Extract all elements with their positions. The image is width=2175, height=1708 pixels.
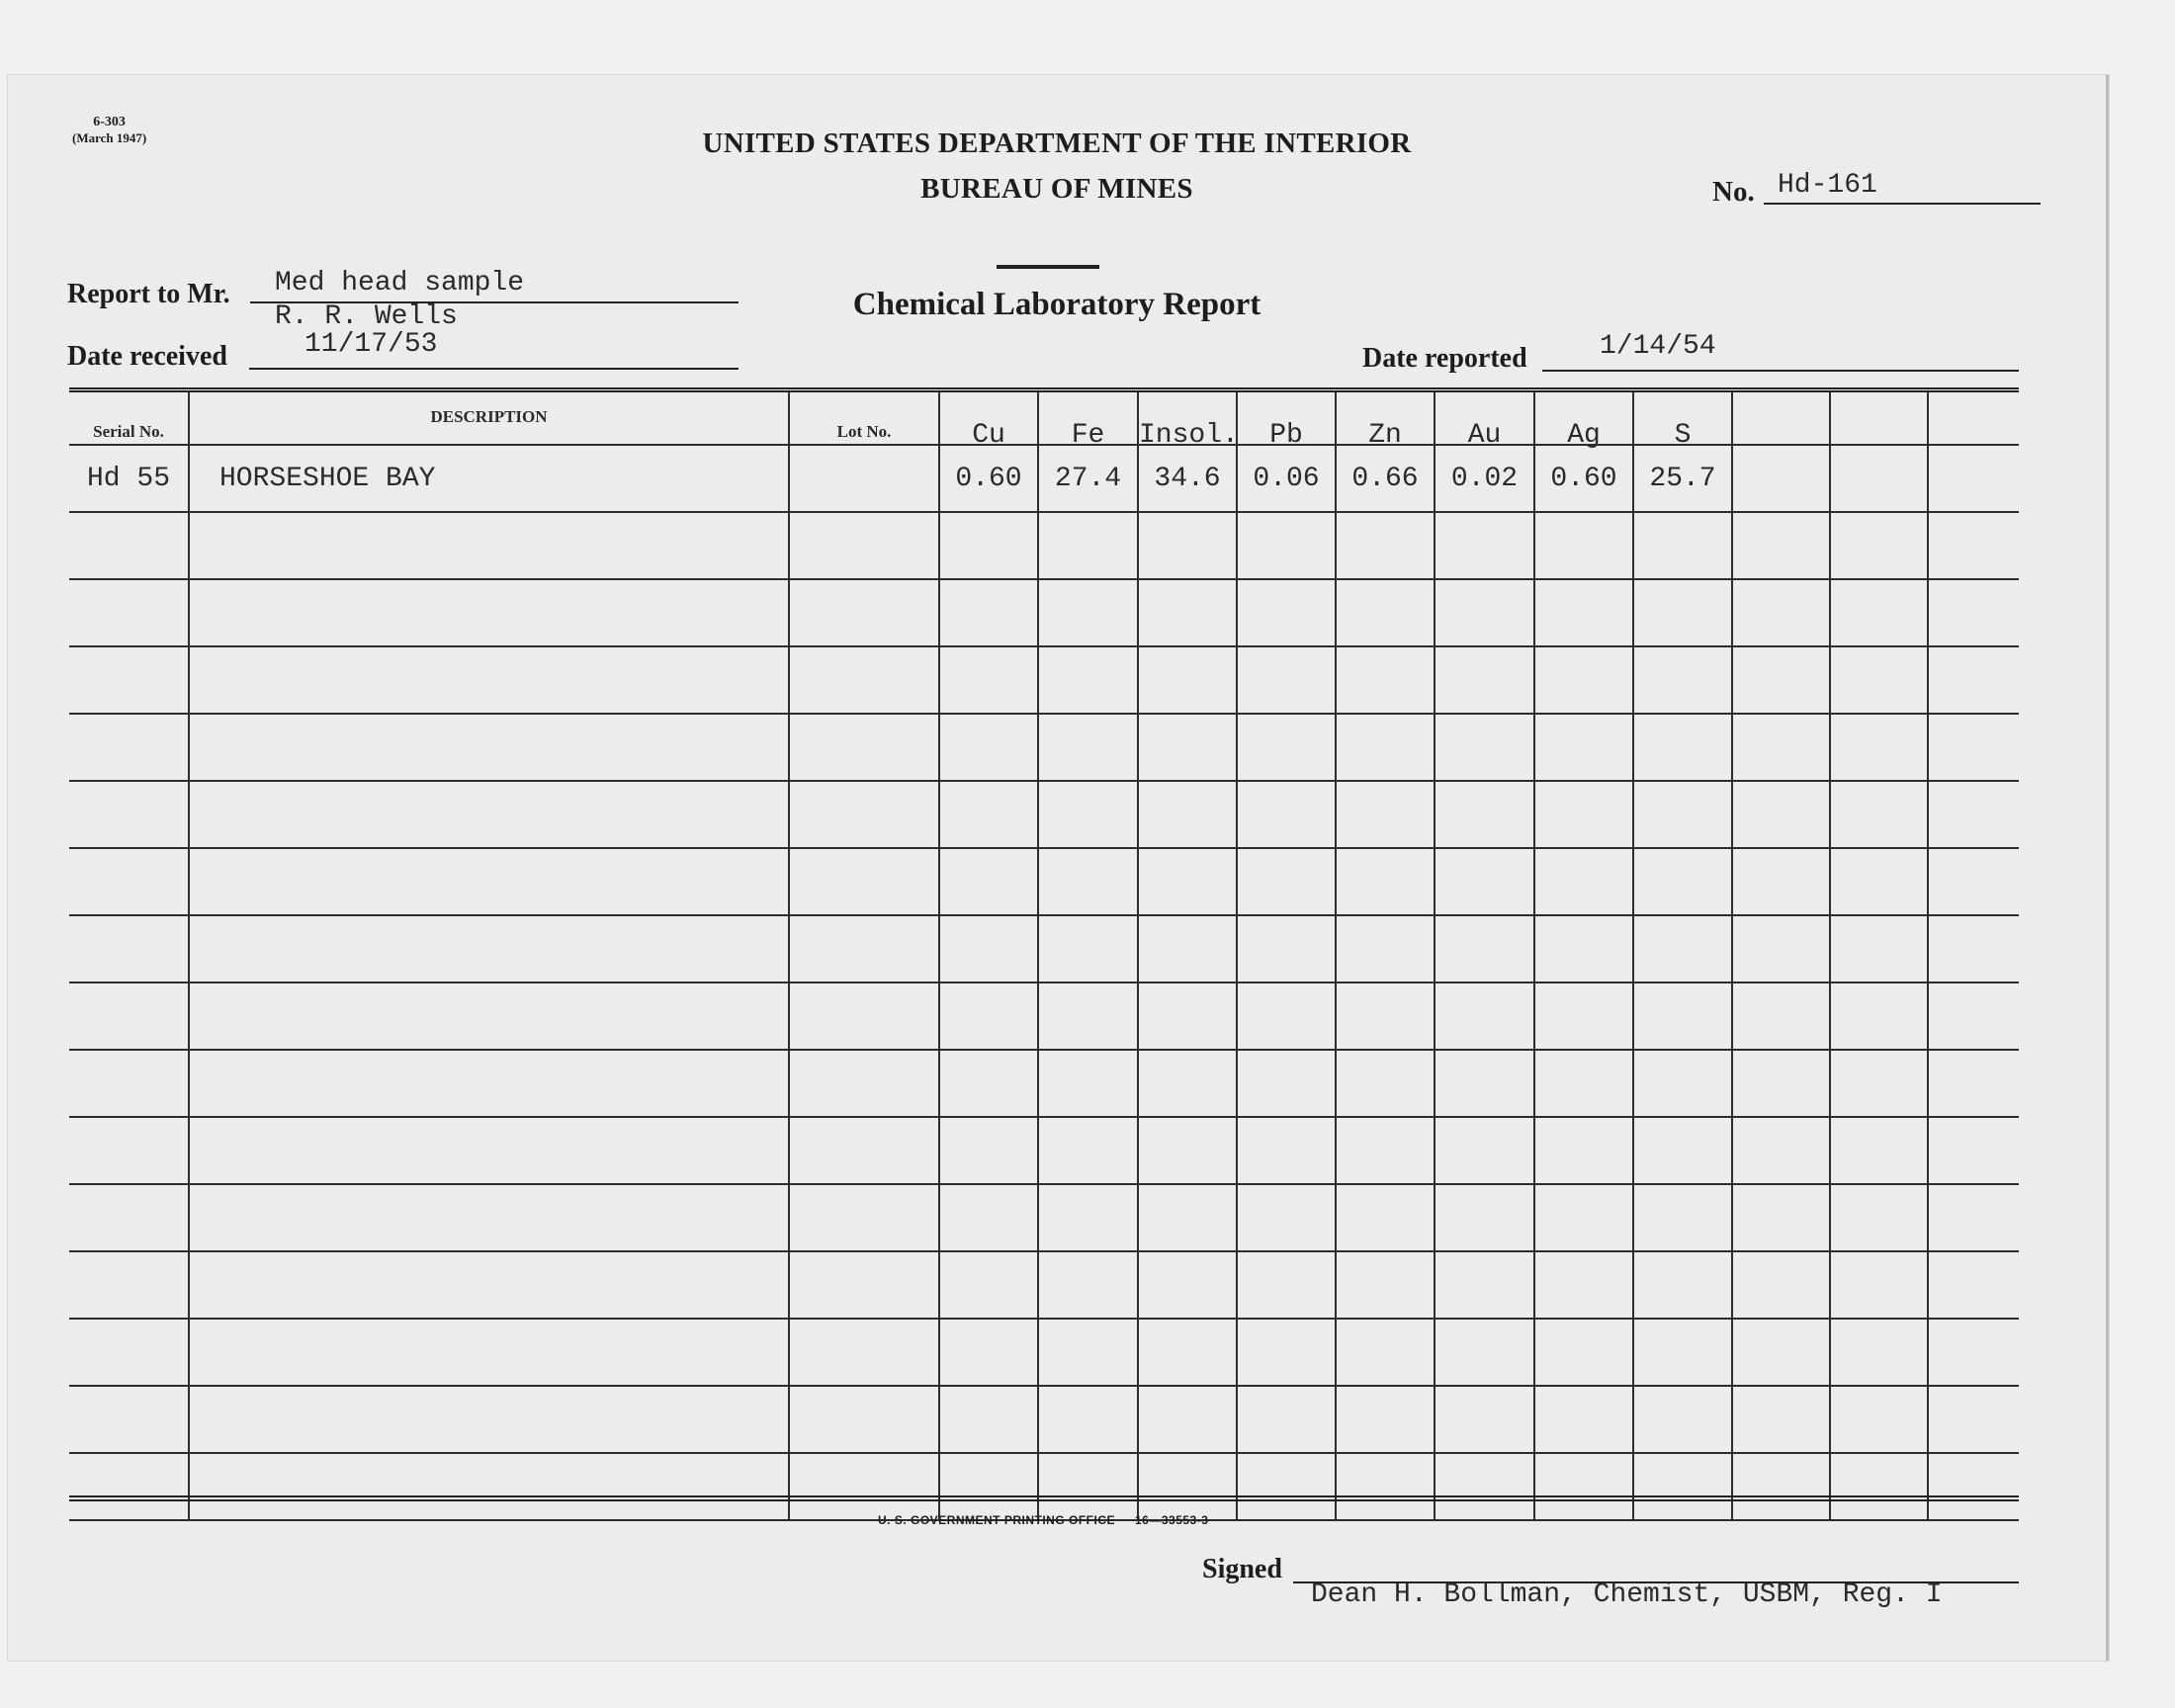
empty-cell <box>1732 646 1830 714</box>
empty-cell <box>789 1386 939 1453</box>
header-blank-3 <box>1928 392 2019 445</box>
table-row <box>69 512 2019 579</box>
empty-cell <box>789 848 939 915</box>
empty-cell <box>1928 1453 2019 1520</box>
empty-cell <box>69 982 189 1050</box>
date-reported-label: Date reported <box>1362 343 1527 374</box>
empty-cell <box>1038 982 1138 1050</box>
empty-cell <box>1534 512 1633 579</box>
empty-cell <box>69 1319 189 1386</box>
cell-au: 0.02 <box>1435 445 1534 512</box>
header-pb: Pb <box>1237 392 1336 445</box>
empty-cell <box>789 982 939 1050</box>
empty-cell <box>1138 1386 1237 1453</box>
empty-cell <box>69 1453 189 1520</box>
empty-cell <box>1732 915 1830 982</box>
empty-cell <box>789 1251 939 1319</box>
empty-cell <box>1138 646 1237 714</box>
empty-cell <box>1038 1251 1138 1319</box>
empty-cell <box>1534 982 1633 1050</box>
table-row <box>69 646 2019 714</box>
cell-cu: 0.60 <box>939 445 1038 512</box>
empty-cell <box>189 1117 789 1184</box>
empty-cell <box>1435 714 1534 781</box>
empty-cell <box>939 781 1038 848</box>
empty-cell <box>1038 1386 1138 1453</box>
empty-cell <box>1928 1117 2019 1184</box>
empty-cell <box>1435 579 1534 646</box>
empty-cell <box>1435 512 1534 579</box>
empty-cell <box>189 1386 789 1453</box>
header-zn: Zn <box>1336 392 1435 445</box>
empty-cell <box>1336 714 1435 781</box>
empty-cell <box>1633 1117 1732 1184</box>
date-received-underline <box>249 368 739 370</box>
signed-value: Dean H. Bollman, Chemist, USBM, Reg. I <box>1311 1580 1943 1610</box>
empty-cell <box>1928 1184 2019 1251</box>
empty-cell <box>1633 1453 1732 1520</box>
date-reported-underline <box>1542 370 2019 372</box>
report-no-value: Hd-161 <box>1778 170 1877 201</box>
empty-cell <box>1038 646 1138 714</box>
empty-cell <box>1534 646 1633 714</box>
header-serial: Serial No. <box>69 392 189 445</box>
empty-cell <box>1435 781 1534 848</box>
empty-cell <box>789 646 939 714</box>
empty-cell <box>1732 781 1830 848</box>
empty-cell <box>189 848 789 915</box>
empty-cell <box>69 1050 189 1117</box>
date-received-label: Date received <box>67 341 227 372</box>
empty-cell <box>1732 1386 1830 1453</box>
empty-cell <box>939 982 1038 1050</box>
empty-cell <box>1534 714 1633 781</box>
gpo-code: 16—33553-3 <box>1135 1513 1209 1527</box>
empty-cell <box>1138 1319 1237 1386</box>
empty-cell <box>1038 1050 1138 1117</box>
empty-cell <box>1928 1386 2019 1453</box>
table-row <box>69 1319 2019 1386</box>
empty-cell <box>1038 512 1138 579</box>
empty-cell <box>1534 579 1633 646</box>
empty-cell <box>1435 646 1534 714</box>
empty-cell <box>1830 848 1928 915</box>
empty-cell <box>1534 848 1633 915</box>
empty-cell <box>1237 781 1336 848</box>
empty-cell <box>1336 848 1435 915</box>
empty-cell <box>1038 1117 1138 1184</box>
empty-cell <box>939 1386 1038 1453</box>
cell-blank-1 <box>1732 445 1830 512</box>
empty-cell <box>1732 512 1830 579</box>
empty-cell <box>939 579 1038 646</box>
empty-cell <box>789 579 939 646</box>
empty-cell <box>939 915 1038 982</box>
empty-cell <box>1633 714 1732 781</box>
table-row <box>69 1386 2019 1453</box>
empty-cell <box>1336 646 1435 714</box>
empty-cell <box>1435 1251 1534 1319</box>
empty-cell <box>1237 512 1336 579</box>
empty-cell <box>69 646 189 714</box>
empty-cell <box>789 714 939 781</box>
empty-cell <box>1038 1319 1138 1386</box>
empty-cell <box>1830 512 1928 579</box>
empty-cell <box>1830 1319 1928 1386</box>
empty-cell <box>1830 1386 1928 1453</box>
report-to-value-line1: Med head sample <box>275 268 525 299</box>
empty-cell <box>1038 848 1138 915</box>
empty-cell <box>789 781 939 848</box>
empty-cell <box>1830 579 1928 646</box>
empty-cell <box>789 1050 939 1117</box>
empty-cell <box>1830 781 1928 848</box>
empty-cell <box>1038 781 1138 848</box>
header-au: Au <box>1435 392 1534 445</box>
header-insol: Insol. <box>1138 392 1237 445</box>
empty-cell <box>1732 982 1830 1050</box>
table-row <box>69 1117 2019 1184</box>
empty-cell <box>789 1453 939 1520</box>
empty-cell <box>939 714 1038 781</box>
table-row <box>69 1050 2019 1117</box>
empty-cell <box>1038 1184 1138 1251</box>
empty-cell <box>189 1251 789 1319</box>
empty-cell <box>1732 1319 1830 1386</box>
empty-cell <box>1138 579 1237 646</box>
empty-cell <box>69 848 189 915</box>
empty-cell <box>1237 982 1336 1050</box>
empty-cell <box>1534 1386 1633 1453</box>
empty-cell <box>69 1117 189 1184</box>
empty-cell <box>1633 781 1732 848</box>
empty-cell <box>789 915 939 982</box>
empty-cell <box>1633 1386 1732 1453</box>
empty-cell <box>1435 1117 1534 1184</box>
empty-cell <box>1336 915 1435 982</box>
empty-cell <box>189 1453 789 1520</box>
empty-cell <box>69 1386 189 1453</box>
empty-cell <box>939 1117 1038 1184</box>
empty-cell <box>1534 1184 1633 1251</box>
empty-cell <box>1633 1050 1732 1117</box>
cell-serial: Hd 55 <box>69 445 189 512</box>
empty-cell <box>1732 1117 1830 1184</box>
table-row <box>69 714 2019 781</box>
empty-cell <box>1435 1319 1534 1386</box>
empty-cell <box>1336 1251 1435 1319</box>
cell-pb: 0.06 <box>1237 445 1336 512</box>
empty-cell <box>1138 915 1237 982</box>
empty-cell <box>1138 781 1237 848</box>
empty-cell <box>1633 848 1732 915</box>
empty-cell <box>1138 1251 1237 1319</box>
empty-cell <box>1534 1251 1633 1319</box>
report-to-value-line2: R. R. Wells <box>275 301 458 332</box>
empty-cell <box>189 1050 789 1117</box>
table-row <box>69 445 2019 512</box>
empty-cell <box>1336 579 1435 646</box>
empty-cell <box>939 1453 1038 1520</box>
empty-cell <box>1732 848 1830 915</box>
empty-cell <box>69 781 189 848</box>
empty-cell <box>1633 982 1732 1050</box>
empty-cell <box>1928 915 2019 982</box>
empty-cell <box>1138 848 1237 915</box>
empty-cell <box>1237 1453 1336 1520</box>
signed-label: Signed <box>1202 1554 1282 1584</box>
empty-cell <box>1336 1184 1435 1251</box>
empty-cell <box>1435 1386 1534 1453</box>
empty-cell <box>1830 646 1928 714</box>
empty-cell <box>1928 714 2019 781</box>
empty-cell <box>1732 1050 1830 1117</box>
empty-cell <box>1336 982 1435 1050</box>
table-row <box>69 579 2019 646</box>
cell-ag: 0.60 <box>1534 445 1633 512</box>
header-fe: Fe <box>1038 392 1138 445</box>
cell-description: HORSESHOE BAY <box>189 445 789 512</box>
cell-lot <box>789 445 939 512</box>
empty-cell <box>189 512 789 579</box>
empty-cell <box>1633 1184 1732 1251</box>
empty-cell <box>789 1117 939 1184</box>
empty-cell <box>1435 915 1534 982</box>
empty-cell <box>1237 1050 1336 1117</box>
empty-cell <box>1038 714 1138 781</box>
empty-cell <box>1336 1453 1435 1520</box>
empty-cell <box>1138 1117 1237 1184</box>
empty-cell <box>1928 1319 2019 1386</box>
empty-cell <box>1928 512 2019 579</box>
empty-cell <box>939 1319 1038 1386</box>
empty-cell <box>69 1251 189 1319</box>
header-ag: Ag <box>1534 392 1633 445</box>
empty-cell <box>1336 1050 1435 1117</box>
empty-cell <box>1830 1453 1928 1520</box>
analysis-table <box>69 392 2019 1521</box>
empty-cell <box>1138 1050 1237 1117</box>
empty-cell <box>189 1184 789 1251</box>
empty-cell <box>1830 1117 1928 1184</box>
header-description: DESCRIPTION <box>189 392 789 445</box>
empty-cell <box>1633 579 1732 646</box>
empty-cell <box>1038 915 1138 982</box>
empty-cell <box>1732 1251 1830 1319</box>
report-title: Chemical Laboratory Report <box>852 287 1262 322</box>
empty-cell <box>1928 646 2019 714</box>
cell-zn: 0.66 <box>1336 445 1435 512</box>
empty-cell <box>69 1184 189 1251</box>
bureau-heading: BUREAU OF MINES <box>920 173 1193 205</box>
header-lot: Lot No. <box>789 392 939 445</box>
empty-cell <box>1038 1453 1138 1520</box>
empty-cell <box>1732 579 1830 646</box>
empty-cell <box>1928 781 2019 848</box>
empty-cell <box>1830 982 1928 1050</box>
empty-cell <box>1336 1319 1435 1386</box>
table-row <box>69 982 2019 1050</box>
empty-cell <box>1928 579 2019 646</box>
empty-cell <box>1732 1184 1830 1251</box>
empty-cell <box>789 1319 939 1386</box>
empty-cell <box>1928 1050 2019 1117</box>
empty-cell <box>1534 1453 1633 1520</box>
empty-cell <box>69 579 189 646</box>
table-row <box>69 848 2019 915</box>
empty-cell <box>1534 1050 1633 1117</box>
table-row <box>69 1184 2019 1251</box>
empty-cell <box>69 714 189 781</box>
table-bottom-double-rule <box>69 1495 2019 1501</box>
table-header-row <box>69 392 2019 445</box>
empty-cell <box>939 646 1038 714</box>
empty-cell <box>1138 982 1237 1050</box>
cell-blank-3 <box>1928 445 2019 512</box>
empty-cell <box>1633 1319 1732 1386</box>
empty-cell <box>189 714 789 781</box>
empty-cell <box>69 512 189 579</box>
empty-cell <box>1928 982 2019 1050</box>
empty-cell <box>1237 646 1336 714</box>
empty-cell <box>1435 982 1534 1050</box>
empty-cell <box>1138 512 1237 579</box>
empty-cell <box>789 512 939 579</box>
empty-cell <box>189 646 789 714</box>
empty-cell <box>1237 915 1336 982</box>
empty-cell <box>189 982 789 1050</box>
table-row <box>69 1453 2019 1520</box>
empty-cell <box>1732 714 1830 781</box>
empty-cell <box>189 579 789 646</box>
empty-cell <box>939 848 1038 915</box>
header-blank-1 <box>1732 392 1830 445</box>
empty-cell <box>1830 1184 1928 1251</box>
empty-cell <box>1435 1050 1534 1117</box>
empty-cell <box>1928 848 2019 915</box>
empty-cell <box>1534 915 1633 982</box>
empty-cell <box>1633 1251 1732 1319</box>
empty-cell <box>1237 579 1336 646</box>
empty-cell <box>1435 1453 1534 1520</box>
empty-cell <box>939 1050 1038 1117</box>
cell-insol: 34.6 <box>1138 445 1237 512</box>
empty-cell <box>1237 1117 1336 1184</box>
empty-cell <box>1534 1319 1633 1386</box>
empty-cell <box>939 1251 1038 1319</box>
empty-cell <box>1038 579 1138 646</box>
table-row <box>69 915 2019 982</box>
empty-cell <box>1237 1184 1336 1251</box>
empty-cell <box>69 915 189 982</box>
cell-blank-2 <box>1830 445 1928 512</box>
empty-cell <box>1830 1251 1928 1319</box>
empty-cell <box>1237 1319 1336 1386</box>
report-no-label: No. <box>1712 176 1755 208</box>
empty-cell <box>1237 714 1336 781</box>
empty-cell <box>939 1184 1038 1251</box>
empty-cell <box>189 781 789 848</box>
empty-cell <box>1928 1251 2019 1319</box>
empty-cell <box>1237 1386 1336 1453</box>
cell-s: 25.7 <box>1633 445 1732 512</box>
empty-cell <box>1830 915 1928 982</box>
form-edition-text: (March 1947) <box>72 130 147 145</box>
report-to-label: Report to Mr. <box>67 279 230 309</box>
empty-cell <box>1732 1453 1830 1520</box>
report-form <box>8 75 2109 1661</box>
empty-cell <box>789 1184 939 1251</box>
empty-cell <box>1237 848 1336 915</box>
empty-cell <box>1336 781 1435 848</box>
empty-cell <box>1435 1184 1534 1251</box>
empty-cell <box>1830 1050 1928 1117</box>
report-no-underline <box>1764 203 2041 205</box>
table-row <box>69 781 2019 848</box>
department-heading: UNITED STATES DEPARTMENT OF THE INTERIOR <box>702 128 1412 159</box>
empty-cell <box>1138 1184 1237 1251</box>
header-blank-2 <box>1830 392 1928 445</box>
date-received-value: 11/17/53 <box>304 329 438 360</box>
table-row <box>69 1251 2019 1319</box>
header-s: S <box>1633 392 1732 445</box>
header-cu: Cu <box>939 392 1038 445</box>
empty-cell <box>1534 1117 1633 1184</box>
date-reported-value: 1/14/54 <box>1600 331 1716 362</box>
empty-cell <box>1633 915 1732 982</box>
empty-cell <box>189 915 789 982</box>
empty-cell <box>1633 512 1732 579</box>
empty-cell <box>1336 1117 1435 1184</box>
empty-cell <box>1336 512 1435 579</box>
empty-cell <box>1138 1453 1237 1520</box>
gpo-imprint: U. S. GOVERNMENT PRINTING OFFICE <box>878 1513 1116 1527</box>
empty-cell <box>1633 646 1732 714</box>
empty-cell <box>1435 848 1534 915</box>
title-rule <box>997 265 1099 269</box>
empty-cell <box>1138 714 1237 781</box>
empty-cell <box>189 1319 789 1386</box>
empty-cell <box>939 512 1038 579</box>
cell-fe: 27.4 <box>1038 445 1138 512</box>
empty-cell <box>1336 1386 1435 1453</box>
empty-cell <box>1534 781 1633 848</box>
empty-cell <box>1237 1251 1336 1319</box>
empty-cell <box>1830 714 1928 781</box>
form-number-text: 6-303 <box>93 115 126 129</box>
